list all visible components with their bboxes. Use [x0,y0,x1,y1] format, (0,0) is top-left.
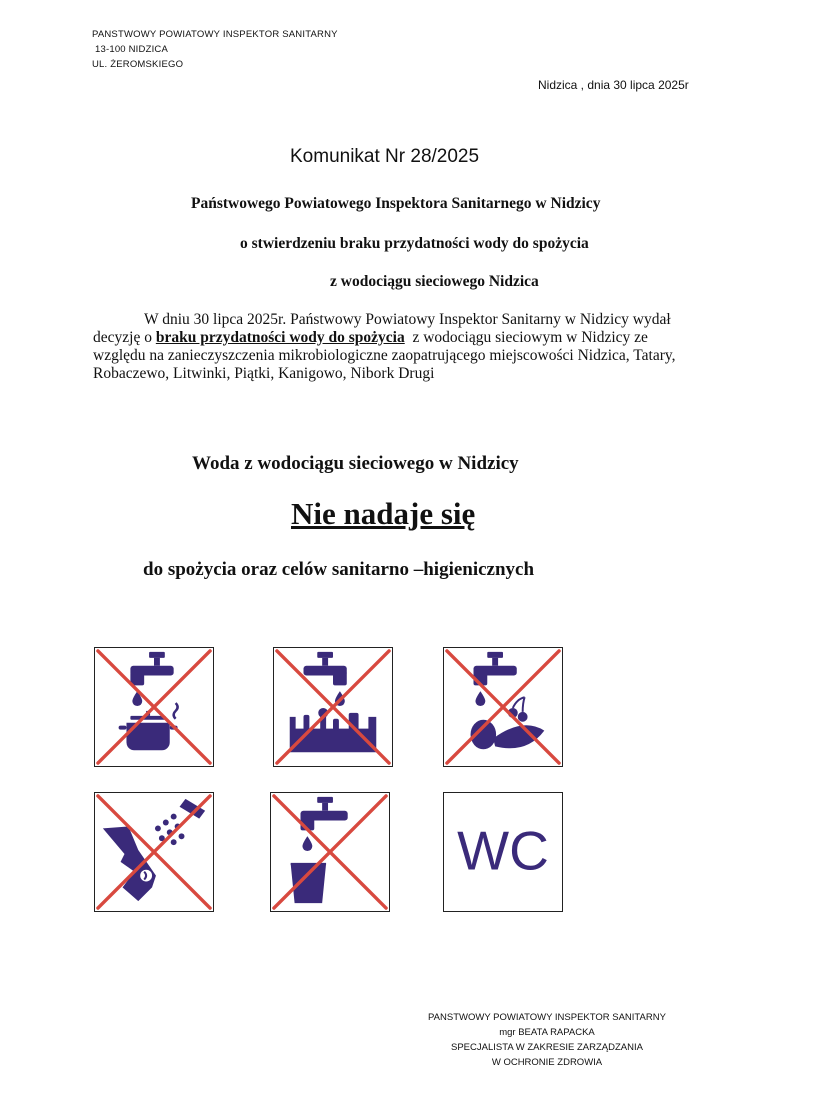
footer-signer-role-1: SPECJALISTA W ZAKRESIE ZARZĄDZANIA [451,1042,643,1053]
body-line-2 [93,329,648,347]
title-line-source: z wodociągu sieciowego Nidzica [330,273,539,290]
tap-drinking-glass-icon [271,793,389,911]
title-line-subject: o stwierdzeniu braku przydatności wody do spożycia [240,235,589,252]
body-line-3: względu na zanieczyszczenia mikrobiologiczne zaopatrującego miejscowości Nidzica, Tatary, [93,347,676,364]
body-line-4: Robaczewo, Litwinki, Piątki, Kanigowo, Nibork Drugi [93,365,435,382]
warning-subject: Woda z wodociągu sieciowego w Nidzicy [192,453,519,474]
wc-icon [444,793,562,911]
wc-label: WC [457,819,549,882]
footer-signature [387,1010,707,1070]
title-line-inspector: Państwowego Powiatowego Inspektora Sanitarnego w Nidzicy [191,195,601,212]
pictogram-cooking [94,647,214,767]
tap-washing-fruit-icon [444,648,562,766]
tap-cooking-pot-icon [95,648,213,766]
pictogram-drinking [270,792,390,912]
shower-person-icon [95,793,213,911]
communique-number: Komunikat Nr 28/2025 [290,146,480,167]
footer-title: PANSTWOWY POWIATOWY INSPEKTOR SANITARNY [428,1012,666,1023]
body-line-1: W dniu 30 lipca 2025r. Państwowy Powiatowy Inspektor Sanitarny w Nidzicy wydał [144,311,671,328]
warning-headline: Nie nadaje się [291,496,476,531]
footer-signer-role-2: W OCHRONIE ZDROWIA [491,1057,603,1068]
pictogram-dishwashing [273,647,393,767]
header-postal-code: 13-100 NIDZICA [95,44,169,55]
body-line-2-pre: decyzję o [93,329,156,346]
tap-dishwashing-icon [274,648,392,766]
body-highlight-unfit: braku przydatności wody do spożycia [155,329,405,346]
pictogram-wc [443,792,563,912]
pictogram-shower [94,792,214,912]
header-street: UL. ŻEROMSKIEGO [92,59,184,70]
footer-signer-name: mgr BEATA RAPACKA [499,1027,595,1038]
document-date: Nidzica , dnia 30 lipca 2025r [538,78,689,92]
pictogram-washing-fruit [443,647,563,767]
header-org-name: PANSTWOWY POWIATOWY INSPEKTOR SANITARNY [92,29,338,40]
warning-scope: do spożycia oraz celów sanitarno –higienicznych [143,559,535,580]
body-line-2-post: z wodociągu sieciowym w Nidzicy ze [404,329,648,346]
